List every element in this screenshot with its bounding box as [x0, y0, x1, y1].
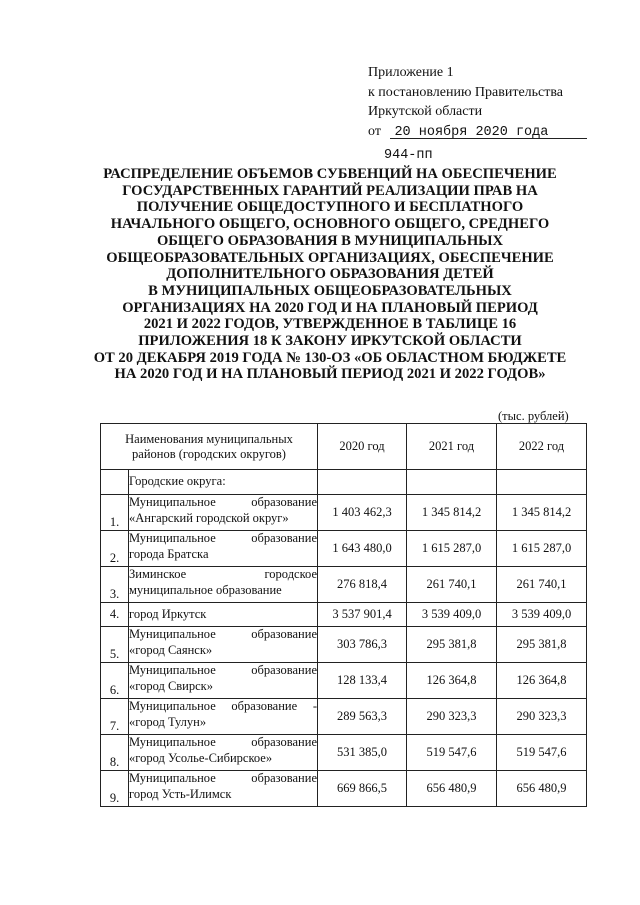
title-line: ОТ 20 ДЕКАБРЯ 2019 ГОДА № 130-ОЗ «ОБ ОБЛАСТНОМ БЮДЖЕТЕ [93, 349, 567, 366]
row-number: 5. [101, 627, 129, 663]
value-2020: 303 786,3 [318, 627, 407, 663]
row-number: 7. [101, 699, 129, 735]
title-line: ОБЩЕОБРАЗОВАТЕЛЬНЫХ ОРГАНИЗАЦИЯХ, ОБЕСПЕЧЕНИЕ [106, 249, 554, 266]
row-name: Муниципальное образование - «город Тулун» [129, 699, 318, 735]
table-row [101, 495, 587, 531]
header-name: Наименования муниципальных районов (городских округов) [101, 424, 318, 470]
value-2021: 656 480,9 [407, 771, 497, 807]
row-number: 6. [101, 663, 129, 699]
value-2022: 1 615 287,0 [497, 531, 587, 567]
table-row [101, 663, 587, 699]
row-number: 2. [101, 531, 129, 567]
row-name: Муниципальное образование «город Усолье-Сибирское» [129, 735, 318, 771]
value-2021: 295 381,8 [407, 627, 497, 663]
value-2020: 3 537 901,4 [318, 603, 407, 627]
value-2020: 128 133,4 [318, 663, 407, 699]
title-line: ПРИЛОЖЕНИЯ 18 К ЗАКОНУ ИРКУТСКОЙ ОБЛАСТИ [138, 333, 522, 350]
title-line: 2021 И 2022 ГОДОВ, УТВЕРЖДЕННОЕ В ТАБЛИЦЕ 16 [143, 316, 517, 333]
value-2020: 669 866,5 [318, 771, 407, 807]
units-label: (тыс. рублей) [498, 409, 569, 423]
value-2022: 519 547,6 [497, 735, 587, 771]
table-subheader-row [101, 470, 587, 495]
row-name: Муниципальное образование «город Свирск» [129, 663, 318, 699]
header-2021: 2021 год [407, 424, 497, 470]
value-2022: 656 480,9 [497, 771, 587, 807]
row-number: 9. [101, 771, 129, 807]
value-2022: 1 345 814,2 [497, 495, 587, 531]
appendix-number: 944-пп [384, 148, 433, 163]
row-number: 3. [101, 567, 129, 603]
value-2020: 1 643 480,0 [318, 531, 407, 567]
document-title [78, 166, 582, 383]
row-number: 8. [101, 735, 129, 771]
value-2021: 519 547,6 [407, 735, 497, 771]
appendix-date-prefix: от [368, 123, 381, 139]
title-line: ДОПОЛНИТЕЛЬНОГО ОБРАЗОВАНИЯ ДЕТЕЙ [166, 266, 494, 283]
table-header-row [101, 424, 587, 470]
appendix-date-line [368, 122, 608, 143]
title-line: НАЧАЛЬНОГО ОБЩЕГО, ОСНОВНОГО ОБЩЕГО, СРЕДНЕГО [110, 216, 550, 233]
value-2021: 290 323,3 [407, 699, 497, 735]
value-2021: 1 345 814,2 [407, 495, 497, 531]
row-name: город Иркутск [129, 603, 318, 627]
value-2022: 295 381,8 [497, 627, 587, 663]
row-name: Зиминское городское муниципальное образование [129, 567, 318, 603]
title-line: В МУНИЦИПАЛЬНЫХ ОБЩЕОБРАЗОВАТЕЛЬНЫХ [148, 282, 512, 299]
appendix-region: Иркутской области [368, 104, 483, 119]
value-2020: 1 403 462,3 [318, 495, 407, 531]
value-2021: 3 539 409,0 [407, 603, 497, 627]
appendix-block [368, 63, 608, 166]
value-2022: 126 364,8 [497, 663, 587, 699]
row-name: Муниципальное образование город Усть-Илимск [129, 771, 318, 807]
table-row [101, 531, 587, 567]
header-2022: 2022 год [497, 424, 587, 470]
table-row [101, 735, 587, 771]
row-name: Муниципальное образование города Братска [129, 531, 318, 567]
title-line: ГОСУДАРСТВЕННЫХ ГАРАНТИЙ РЕАЛИЗАЦИИ ПРАВ НА [122, 182, 538, 199]
row-name: Муниципальное образование «Ангарский городской округ» [129, 495, 318, 531]
value-2020: 289 563,3 [318, 699, 407, 735]
table-row [101, 771, 587, 807]
subvention-table [100, 423, 587, 807]
appendix-title: Приложение 1 [368, 65, 454, 80]
table-row [101, 699, 587, 735]
row-number: 4. [101, 603, 129, 627]
value-2021: 261 740,1 [407, 567, 497, 603]
header-2020: 2020 год [318, 424, 407, 470]
table-row [101, 603, 587, 627]
appendix-date: 20 ноября 2020 года [394, 124, 549, 140]
value-2021: 1 615 287,0 [407, 531, 497, 567]
value-2022: 3 539 409,0 [497, 603, 587, 627]
value-2022: 290 323,3 [497, 699, 587, 735]
value-2022: 261 740,1 [497, 567, 587, 603]
title-line: ОБЩЕГО ОБРАЗОВАНИЯ В МУНИЦИПАЛЬНЫХ [156, 232, 504, 249]
title-line: РАСПРЕДЕЛЕНИЕ ОБЪЕМОВ СУБВЕНЦИЙ НА ОБЕСПЕЧЕНИЕ [103, 166, 557, 182]
row-number: 1. [101, 495, 129, 531]
value-2021: 126 364,8 [407, 663, 497, 699]
appendix-resolution: к постановлению Правительства [368, 84, 564, 100]
title-line: ОРГАНИЗАЦИЯХ НА 2020 ГОД И НА ПЛАНОВЫЙ ПЕРИОД [122, 299, 538, 316]
subheader-label: Городские округа: [129, 470, 318, 495]
value-2020: 531 385,0 [318, 735, 407, 771]
title-line: ПОЛУЧЕНИЕ ОБЩЕДОСТУПНОГО И БЕСПЛАТНОГО [136, 199, 524, 216]
title-line: НА 2020 ГОД И НА ПЛАНОВЫЙ ПЕРИОД 2021 И 2022 ГОДОВ» [114, 366, 546, 383]
date-underline [390, 138, 587, 139]
row-name: Муниципальное образование «город Саянск» [129, 627, 318, 663]
table-row [101, 627, 587, 663]
table-row [101, 567, 587, 603]
value-2020: 276 818,4 [318, 567, 407, 603]
